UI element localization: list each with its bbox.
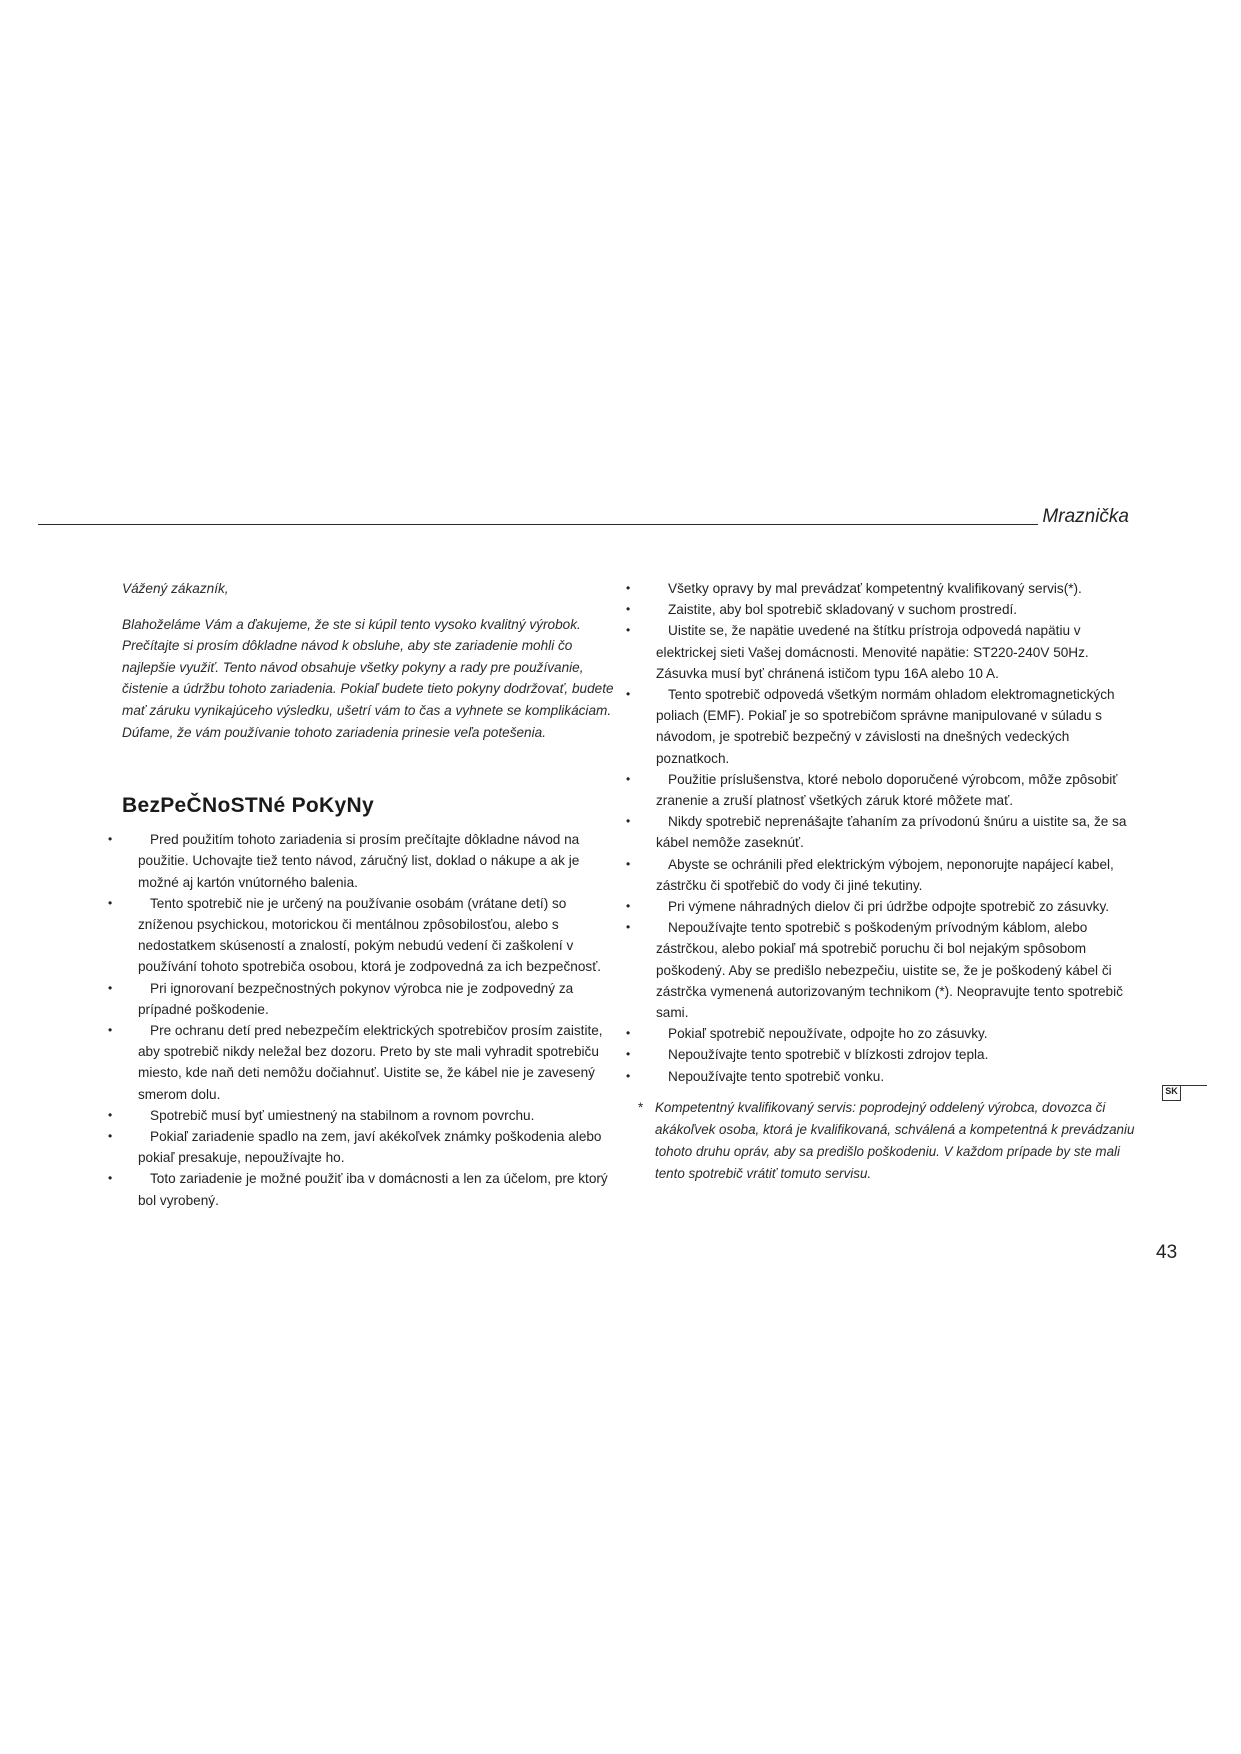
list-item: • Pokiaľ zariadenie spadlo na zem, javí akékoľvek známky poškodenia alebo pokiaľ presakuje, nepoužívajte ho. [122, 1126, 622, 1168]
list-item: • Nepoužívajte tento spotrebič vonku. [640, 1066, 1135, 1087]
intro-paragraph: Blahoželáme Vám a ďakujeme, že ste si kúpil tento vysoko kvalitný výrobok. Prečítajte si prosím dôkladne návod k obsluhe, aby ste zariadenie mohli čo najlepšie využiť. Tento návod obsahuje všetky pokyny a rady pre používanie, čistenie a údržbu tohoto zariadenia. Pokiaľ budete tieto pokyny dodržovať, budete mať záruku vynikajúceho výsledku, ušetrí vám to čas a vyhnete se komplikáciam. Dúfame, že vám používanie tohoto zariadenia prinesie veľa potešenia. [122, 616, 614, 740]
list-item: • Pri výmene náhradných dielov či pri údržbe odpojte spotrebič zo zásuvky. [640, 896, 1135, 917]
list-item: • Tento spotrebič nie je určený na používanie osobám (vrátane detí) so zníženou psychickou, motorickou či mentálnou zpôsobilosťou, alebo s nedostatkem skúseností a znalostí, pokým nebudú vedení či zaškolení v používání tohoto spotrebiča osobou, ktorá je zodpovedná za ich bezpečnosť. [122, 893, 622, 978]
list-item: • Pre ochranu detí pred nebezpečím elektrických spotrebičov prosím zaistite, aby spotrebič nikdy neležal bez dozoru. Preto by ste mali vyhradit spotrebiču miesto, kde naň deti nemôžu dočiahnuť. Uistite se, že kábel nie je zavesený smerom dolu. [122, 1020, 622, 1105]
safety-list-left [122, 829, 622, 1211]
list-item: • Spotrebič musí byť umiestnený na stabilnom a rovnom povrchu. [122, 1105, 622, 1126]
list-item: • Všetky opravy by mal prevádzať kompetentný kvalifikovaný servis(*). [640, 578, 1135, 599]
list-item: • Pokiaľ spotrebič nepoužívate, odpojte ho zo zásuvky. [640, 1023, 1135, 1044]
list-item: • Toto zariadenie je možné použiť iba v domácnosti a len za účelom, pre ktorý bol vyrobený. [122, 1168, 622, 1210]
footnote-text: Kompetentný kvalifikovaný servis: poprodejný oddelený výrobca, dovozca či akákoľvek osoba, ktorá je kvalifikovaná, schválená a kompetentná k prevádzaniu tohoto druhu opráv, aby sa predišlo poškodeniu. V každom prípade by ste mali tento spotrebič vrátiť tomuto servisu. [655, 1099, 1135, 1181]
list-item: • Abyste se ochránili před elektrickým výbojem, neponorujte napájecí kabel, zástrčku či spotřebič do vody či jiné tekutiny. [640, 854, 1135, 896]
list-item: • Uistite se, že napätie uvedené na štítku prístroja odpovedá napätiu v elektrickej sieti Vašej domácnosti. Menovité napätie: ST220-240V 50Hz. Zásuvka musí byť chránená ističom typu 16A alebo 10 A. [640, 620, 1135, 684]
language-badge: SK [1162, 1085, 1181, 1101]
footnote-marker: * [638, 1099, 644, 1115]
header-rule [38, 524, 1038, 525]
list-item: • Pred použitím tohoto zariadenia si prosím prečítajte dôkladne návod na použitie. Uchovajte tiež tento návod, záručný list, doklad o nákupe a ak je možné aj kartón vnútorného balenia. [122, 829, 622, 893]
right-column [640, 578, 1135, 1185]
left-column [122, 578, 622, 1211]
list-item: • Nikdy spotrebič neprenášajte ťahaním za prívodonú šnúru a uistite sa, že sa kábel nemôže zaseknúť. [640, 811, 1135, 853]
list-item: • Pri ignorovaní bezpečnostných pokynov výrobca nie je zodpovedný za prípadné poškodenie. [122, 978, 622, 1020]
page-header-title: Mraznička [1042, 506, 1129, 527]
list-item: • Použitie príslušenstva, ktoré nebolo doporučené výrobcom, môže zpôsobiť zranenie a zruší platnosť všetkých záruk ktoré môžete mať. [640, 769, 1135, 811]
safety-list-right [640, 578, 1135, 1087]
list-item: • Nepoužívajte tento spotrebič s poškodeným prívodným káblom, alebo zástrčkou, alebo pokiaľ má spotrebič poruchu či bol nejakým spôsobom poškodený. Aby se predišlo nebezpečiu, uistite se, že je poškodený kábel či zástrčka vymenená autorizovaným technikom (*). Neopravujte tento spotrebič sami. [640, 917, 1135, 1023]
page-number: 43 [1156, 1242, 1178, 1263]
greeting: Vážený zákazník, [122, 581, 229, 596]
list-item: • Zaistite, aby bol spotrebič skladovaný v suchom prostredí. [640, 599, 1135, 620]
footnote [640, 1097, 1135, 1185]
list-item: • Tento spotrebič odpovedá všetkým normám ohladom elektromagnetických poliach (EMF). Pokiaľ je so spotrebičom správne manipulované v súladu s návodom, je spotrebič bezpečný v závislosti na dnešných vedeckých poznatkoch. [640, 684, 1135, 769]
section-title: BezPeČNoSTNé PoKyNy [122, 794, 374, 818]
list-item: • Nepoužívajte tento spotrebič v blízkosti zdrojov tepla. [640, 1044, 1135, 1065]
